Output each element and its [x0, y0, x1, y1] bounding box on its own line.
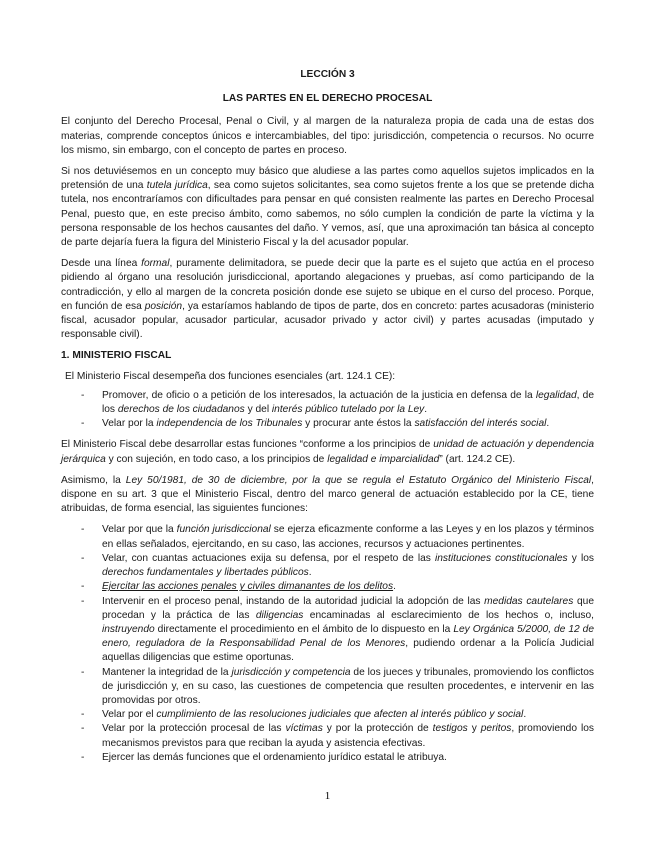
list-marker: - — [81, 751, 85, 763]
page-title: LAS PARTES EN EL DERECHO PROCESAL — [222, 93, 433, 105]
list-marker: - — [81, 595, 85, 607]
functions-list-constitutional — [61, 389, 594, 432]
list-marker: - — [81, 389, 85, 401]
list-item: - Promover, de oficio o a petición de los interesados, la actuación de la justicia en defensa de la legalidad, de los derechos de los ciudadanos y del interés público tutelado por la Ley. — [81, 389, 594, 416]
list-marker: - — [81, 524, 85, 536]
paragraph-3: Desde una línea formal, puramente delimitadora, se puede decir que la parte es el sujeto que actúa en el proceso pidiendo al órgano una resolución jurisdiccional, aportando alegaciones y pruebas, así como participando de la contradicción, y ello al margen de la concreta posición donde ese sujeto se ubique en el curso del proceso. Porque, en función de esa posición, ya estaríamos hablando de tipos de parte, dos en concreto: partes acusadoras (ministerio fiscal, acusador popular, acusador particular, acusador privado y actor civil) y partes acusadas (imputado y responsable civil). — [61, 258, 594, 341]
paragraph-2: Si nos detuviésemos en un concepto muy básico que aludiese a las partes como aquellos sujetos implicados en la pretensión de una tutela jurídica, sea como sujetos solicitantes, sea como sujetos frente a los que se pretende dicha tutela, nos encontraríamos con dificultades para pensar en qué consisten realmente las partes en Derecho Procesal Penal, puesto que, en este preciso ámbito, como sabemos, no sólo cumplen la condición de parte la víctima y la persona responsable de los hechos causantes del daño. Y vemos, así, que una aproximación tan básica al concepto de parte dejaría fuera la figura del Ministerio Fiscal y la del acusador popular. — [61, 166, 594, 249]
list-item: - Velar por que la función jurisdiccional se ejerza eficazmente conforme a las Leyes y en los plazos y términos en ellas señalados, ejercitando, en su caso, las acciones, recursos y actuaciones pertinentes. — [81, 524, 594, 550]
list-item: - Velar por la protección procesal de las víctimas y por la protección de testigos y peritos, promoviendo los mecanismos previstos para que reciban la ayuda y asistencia efectivas. — [81, 723, 594, 749]
list-marker: - — [81, 666, 85, 678]
paragraph-4: El Ministerio Fiscal debe desarrollar estas funciones “conforme a los principios de unidad de actuación y dependencia jerárquica y con sujeción, en todo caso, a los principios de legalidad e imparcialidad” (art. 124.2 CE). — [61, 439, 594, 465]
lesson-number: LECCIÓN 3 — [300, 69, 355, 80]
list-item: - Velar por la independencia de los Tribunales y procurar ante éstos la satisfacción del interés social. — [61, 417, 594, 431]
list-item: - Velar, con cuantas actuaciones exija su defensa, por el respeto de las instituciones constitucionales y los derechos fundamentales y libertades públicos. — [81, 552, 594, 579]
functions-list-statute — [61, 523, 594, 764]
section-heading-ministerio-fiscal: 1. MINISTERIO FISCAL — [61, 350, 172, 362]
list-item: - Ejercer las demás funciones que el ordenamiento jurídico estatal le atribuya. — [61, 751, 594, 765]
list-item: - Ejercitar las acciones penales y civiles dimanantes de los delitos. — [61, 580, 594, 594]
paragraph-1: El conjunto del Derecho Procesal, Penal o Civil, y al margen de la naturaleza propia de cada una de estas dos materias, comprende conceptos únicos e intercambiables, del tipo: jurisdicción, competencia o recursos. No ocurre los mismo, sin embargo, con el concepto de partes en proceso. — [61, 116, 594, 156]
section-intro: El Ministerio Fiscal desempeña dos funciones esenciales (art. 124.1 CE): — [65, 370, 396, 382]
list-marker: - — [81, 709, 85, 721]
list-marker: - — [81, 723, 85, 735]
page-number: 1 — [324, 790, 331, 802]
list-item: - Velar por el cumplimiento de las resoluciones judiciales que afecten al interés público y social. — [61, 708, 594, 722]
list-marker: - — [81, 552, 85, 564]
list-marker: - — [81, 418, 85, 430]
list-item: - Intervenir en el proceso penal, instando de la autoridad judicial la adopción de las medidas cautelares que procedan y la práctica de las diligencias encaminadas al esclarecimiento de los hechos o, incluso, instruyendo directamente el procedimiento en el ámbito de lo dispuesto en la Ley Orgánica 5/2000, de 12 de enero, reguladora de la Responsabilidad Penal de los Menores, pudiendo ordenar a la Policía Judicial aquellas diligencias que estime oportunas. — [81, 595, 595, 664]
paragraph-5: Asimismo, la Ley 50/1981, de 30 de diciembre, por la que se regula el Estatuto Orgánico del Ministerio Fiscal, dispone en su art. 3 que el Ministerio Fiscal, dentro del marco general de actuación establecido por la CE, tiene atribuidas, de forma esencial, las siguientes funciones: — [61, 474, 594, 515]
list-marker: - — [81, 581, 85, 593]
list-item: - Mantener la integridad de la jurisdicción y competencia de los jueces y tribunales, promoviendo los conflictos de jurisdicción y, en su caso, las cuestiones de competencia que resulten procedentes, e intervenir en las promovidas por otros. — [81, 666, 594, 706]
